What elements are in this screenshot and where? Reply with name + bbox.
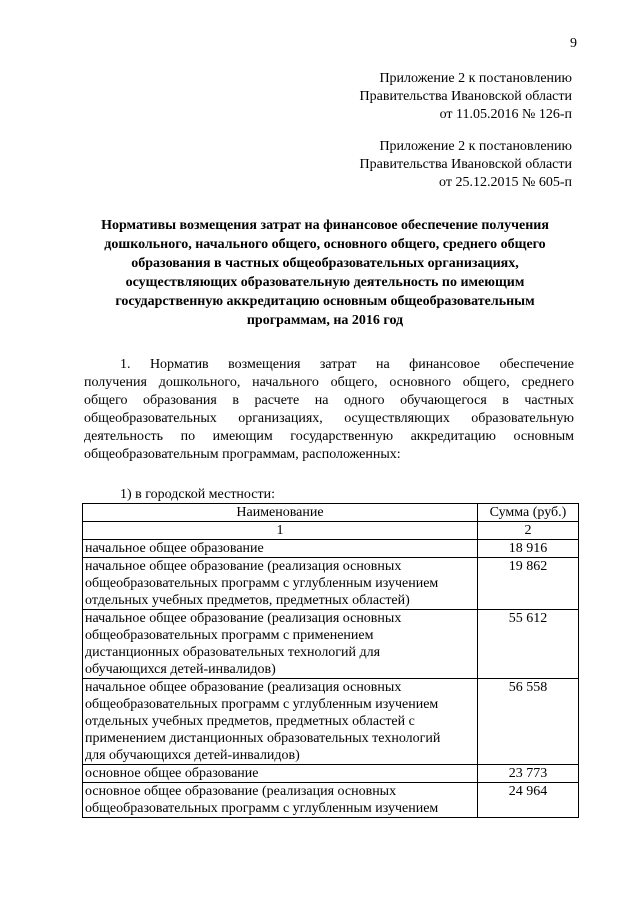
row-name-line: отдельных учебных предметов, предметных областей с (85, 714, 415, 729)
title-line: осуществляющих образовательную деятельность по имеющим (125, 275, 525, 290)
row-name-line: общеобразовательных программ с применением (85, 628, 374, 643)
page-cutoff (0, 836, 640, 905)
row-sum: 18 916 (478, 540, 579, 558)
word: на (314, 393, 329, 408)
row-name-line: основное общее образование (реализация основных (85, 784, 397, 799)
row-name-line: основное общее образование (85, 766, 259, 781)
word: общеобразовательных (84, 411, 217, 426)
word: аккредитацию (410, 429, 496, 444)
row-name (83, 558, 478, 610)
table-numbering-row (83, 522, 579, 540)
table-row (83, 558, 579, 610)
row-name-line: отдельных учебных предметов, предметных областей) (85, 593, 410, 608)
row-name-line: применением дистанционных образовательных технологий (85, 731, 441, 746)
word: обучающегося (400, 393, 487, 408)
column-header-name: Наименование (83, 504, 478, 522)
word: Норматив (149, 357, 209, 372)
word: осуществляющих (344, 411, 450, 426)
word: в (502, 393, 509, 408)
word: обеспечение (499, 357, 574, 372)
word: общего (84, 393, 128, 408)
column-number: 1 (83, 522, 478, 540)
approval-line: Приложение 2 к постановлению (379, 71, 572, 86)
row-sum: 56 558 (478, 679, 579, 765)
row-name-line: общеобразовательных программ с углубленным изучением (85, 697, 439, 712)
approval-line: от 11.05.2016 № 126-п (439, 107, 572, 122)
table-row (83, 610, 579, 679)
row-name (83, 679, 478, 765)
paragraph-line (84, 374, 574, 392)
word: получения (84, 375, 147, 390)
row-name (83, 610, 478, 679)
table-row (83, 783, 579, 818)
word: основным (513, 429, 574, 444)
row-sum: 19 862 (478, 558, 579, 610)
table-header-row (83, 504, 579, 522)
row-name-line: общеобразовательных программ с углубленным изучением (85, 801, 439, 816)
row-name-line: начальное общее образование (реализация основных (85, 611, 402, 626)
word: деятельность (84, 429, 164, 444)
norms-table (82, 503, 579, 818)
word: финансовое (409, 357, 480, 372)
column-header-sum: Сумма (руб.) (478, 504, 579, 522)
title-line: образования в частных общеобразовательных организациях, (131, 256, 519, 271)
column-number: 2 (478, 522, 579, 540)
word: организациях, (238, 411, 323, 426)
word: в (232, 393, 239, 408)
word: имеющим (212, 429, 273, 444)
row-name-line: обучающихся детей-инвалидов) (85, 662, 276, 677)
row-name-line: начальное общее образование (реализация основных (85, 680, 402, 695)
table-row (83, 765, 579, 783)
word: частных (524, 393, 574, 408)
row-sum: 55 612 (478, 610, 579, 679)
word: дошкольного, (158, 375, 241, 390)
row-name (83, 765, 478, 783)
row-name-line: для обучающихся детей-инвалидов) (85, 748, 300, 763)
title-line: дошкольного, начального общего, основного общего, среднего общего (104, 237, 546, 252)
paragraph-line (84, 356, 574, 374)
row-name (83, 540, 478, 558)
paragraph-line (84, 428, 574, 446)
paragraph-1 (84, 356, 574, 464)
approval-line: Приложение 2 к постановлению (379, 139, 572, 154)
word: основного (389, 375, 451, 390)
approval-note-1 (0, 70, 572, 124)
word: 1. (120, 357, 131, 372)
word: образовательную (471, 411, 574, 426)
row-name-line: начальное общее образование (реализация основных (85, 559, 402, 574)
word: расчете (254, 393, 300, 408)
approval-line: Правительства Ивановской области (359, 89, 572, 104)
word: одного (343, 393, 385, 408)
paragraph-line (84, 410, 574, 428)
word: среднего (521, 375, 574, 390)
approval-line: от 25.12.2015 № 605-п (439, 175, 572, 190)
paragraph-line: общеобразовательным программам, расположенных: (84, 447, 401, 462)
row-sum: 24 964 (478, 783, 579, 818)
row-name (83, 783, 478, 818)
title-line: Нормативы возмещения затрат на финансовое обеспечение получения (101, 218, 549, 233)
document-title (70, 216, 580, 330)
word: по (180, 429, 196, 444)
word: общего, (330, 375, 378, 390)
word: на (375, 357, 390, 372)
word: затрат (319, 357, 357, 372)
word: государственную (290, 429, 394, 444)
row-name-line: начальное общее образование (85, 541, 264, 556)
page-number: 9 (570, 36, 577, 51)
table-row (83, 679, 579, 765)
row-name-line: дистанционных образовательных технологий для (85, 645, 381, 660)
word: возмещения (228, 357, 301, 372)
row-sum: 23 773 (478, 765, 579, 783)
word: общего, (462, 375, 510, 390)
table-row (83, 540, 579, 558)
approval-line: Правительства Ивановской области (359, 157, 572, 172)
approval-note-2 (0, 138, 572, 192)
row-name-line: общеобразовательных программ с углубленным изучением (85, 576, 439, 591)
title-line: государственную аккредитацию основным общеобразовательным (115, 294, 535, 309)
word: начального (252, 375, 319, 390)
title-line: программам, на 2016 год (246, 313, 404, 328)
word: образования (143, 393, 217, 408)
subsection-heading: 1) в городской местности: (120, 487, 275, 502)
paragraph-line (84, 392, 574, 410)
